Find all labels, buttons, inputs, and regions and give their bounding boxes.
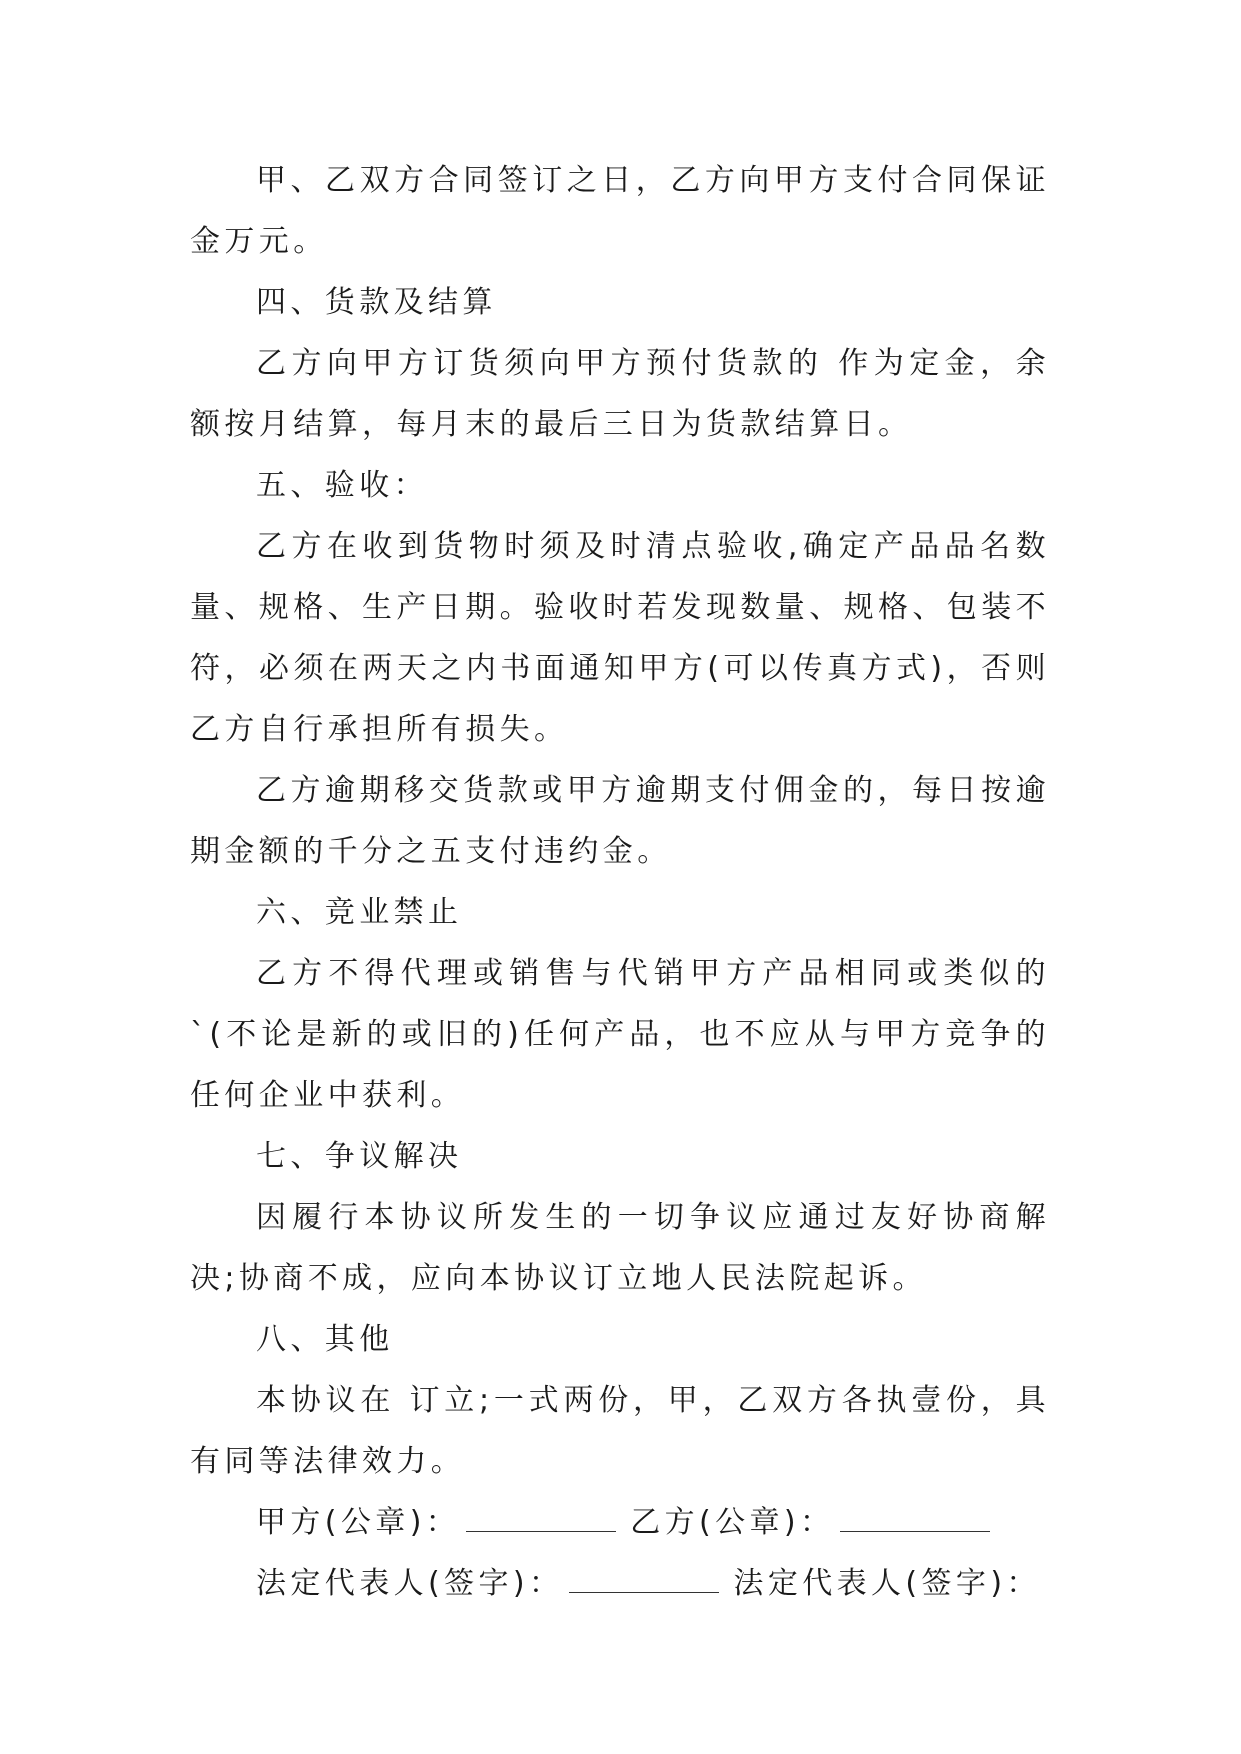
party-b-rep-label: 法定代表人(签字)： — [733, 1566, 1041, 1601]
party-b-seal-label: 乙方(公章)： — [630, 1505, 835, 1540]
party-a-seal-blank[interactable] — [466, 1529, 616, 1532]
paragraph-other: 本协议在 订立;一式两份，甲，乙双方各执壹份，具有同等法律效力。 — [190, 1383, 1050, 1479]
heading-acceptance: 五、验收： — [256, 468, 428, 503]
contract-page — [190, 150, 1050, 1614]
heading-non-compete: 六、竞业禁止 — [256, 895, 463, 930]
party-b-seal-blank[interactable] — [840, 1529, 990, 1532]
paragraph-deposit: 甲、乙双方合同签订之日，乙方向甲方支付合同保证金万元。 — [190, 163, 1050, 259]
paragraph-acceptance: 乙方在收到货物时须及时清点验收,确定产品品名数量、规格、生产日期。验收时若发现数量、规格、包装不符，必须在两天之内书面通知甲方(可以传真方式)，否则乙方自行承担所有损失。 — [190, 529, 1050, 747]
paragraph-dispute: 因履行本协议所发生的一切争议应通过友好协商解决;协商不成，应向本协议订立地人民法院起诉。 — [190, 1200, 1050, 1296]
party-a-rep-label: 法定代表人(签字)： — [256, 1566, 564, 1601]
heading-dispute: 七、争议解决 — [256, 1139, 463, 1174]
party-a-rep-blank[interactable] — [569, 1590, 719, 1593]
signature-row-seal — [190, 1492, 1050, 1553]
heading-payment: 四、货款及结算 — [256, 285, 497, 320]
paragraph-non-compete: 乙方不得代理或销售与代销甲方产品相同或类似的`(不论是新的或旧的)任何产品，也不应从与甲方竞争的任何企业中获利。 — [190, 956, 1050, 1113]
heading-other: 八、其他 — [256, 1322, 394, 1357]
paragraph-payment: 乙方向甲方订货须向甲方预付货款的 作为定金，余额按月结算，每月末的最后三日为货款结算日。 — [190, 346, 1050, 442]
paragraph-penalty: 乙方逾期移交货款或甲方逾期支付佣金的，每日按逾期金额的千分之五支付违约金。 — [190, 773, 1050, 869]
signature-row-rep — [190, 1553, 1050, 1614]
party-a-seal-label: 甲方(公章)： — [256, 1505, 461, 1540]
